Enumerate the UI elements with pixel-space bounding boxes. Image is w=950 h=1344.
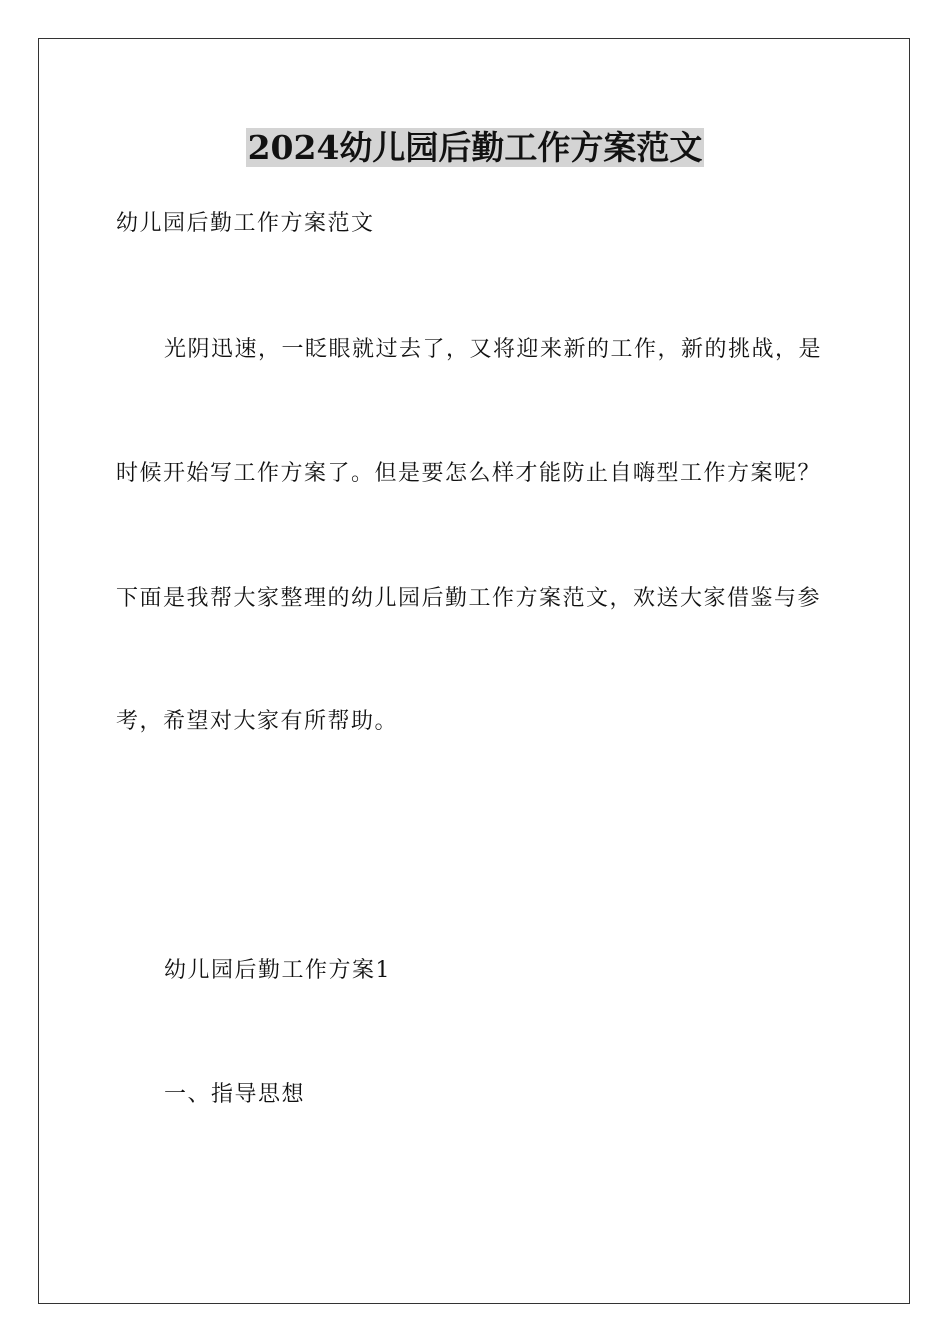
intro-line-3: 下面是我帮大家整理的幼儿园后勤工作方案范文，欢送大家借鉴与参 <box>116 586 822 611</box>
subsection-heading: 一、指导思想 <box>164 1082 306 1107</box>
document-title-text: 2024幼儿园后勤工作方案范文 <box>247 128 703 167</box>
document-title <box>0 126 950 170</box>
intro-line-2: 时候开始写工作方案了。但是要怎么样才能防止自嗨型工作方案呢？ <box>116 461 822 486</box>
intro-line-1: 光阴迅速，一眨眼就过去了，又将迎来新的工作，新的挑战，是 <box>164 337 823 362</box>
intro-line-4: 考，希望对大家有所帮助。 <box>116 709 399 734</box>
document-subtitle: 幼儿园后勤工作方案范文 <box>116 211 375 236</box>
section-heading: 幼儿园后勤工作方案1 <box>164 958 391 983</box>
